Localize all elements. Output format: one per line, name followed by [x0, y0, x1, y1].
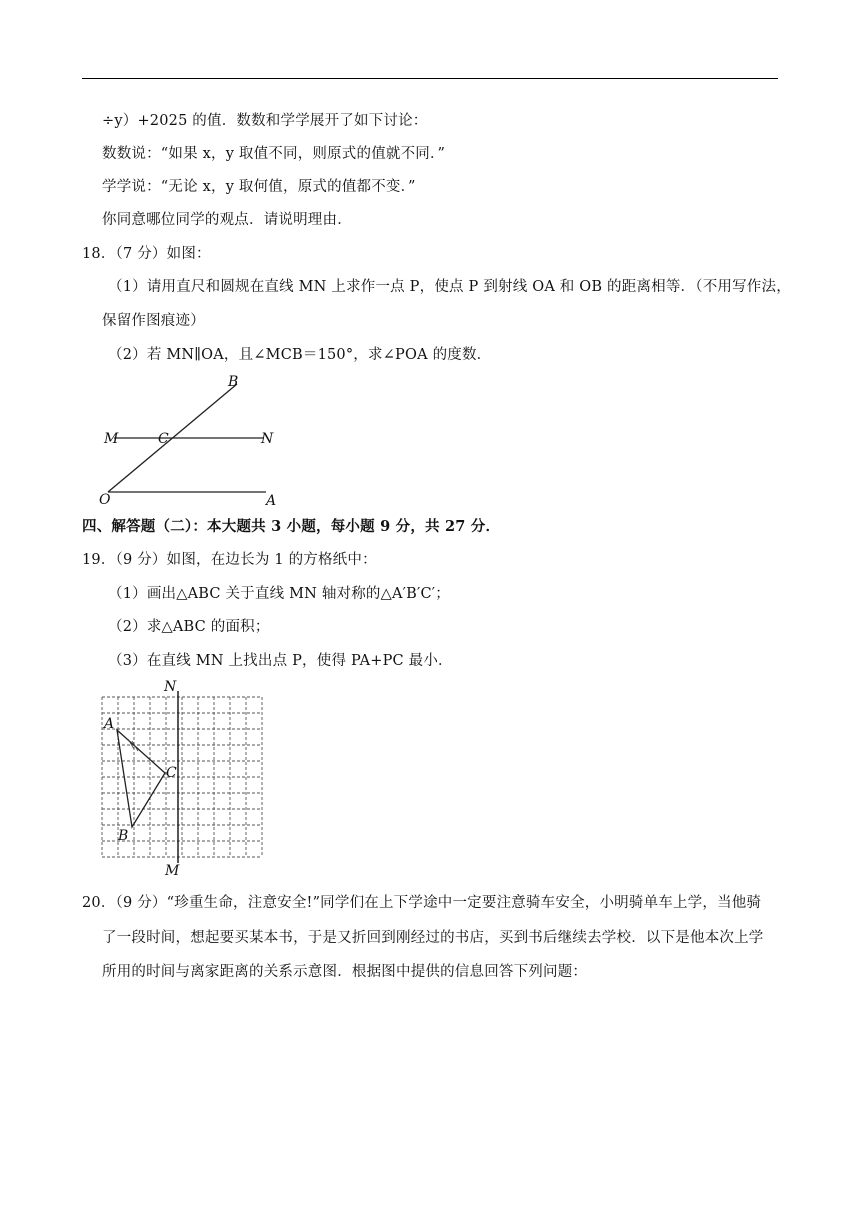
header-rule	[82, 78, 778, 79]
label-m: M	[104, 431, 119, 447]
q18-part1-line2: 保留作图痕迹）	[102, 313, 205, 329]
q19-part1: （1）画出△ABC 关于直线 MN 轴对称的△A′B′C′；	[108, 586, 450, 602]
q20-line3: 所用的时间与离家距离的关系示意图．根据图中提供的信息回答下列问题：	[102, 964, 588, 980]
label-c: C	[158, 431, 169, 447]
section-4-heading: 四、解答题（二）：本大题共 3 小题，每小题 9 分，共 27 分．	[82, 518, 501, 535]
label-c: C	[166, 765, 177, 781]
q19-part2: （2）求△ABC 的面积；	[108, 619, 270, 635]
label-m: M	[165, 863, 180, 877]
q19-grid-figure	[98, 677, 268, 877]
label-n: N	[164, 679, 177, 695]
q18-part2: （2）若 MN∥OA，且∠MCB＝150°，求∠POA 的度数．	[108, 347, 492, 363]
label-n: N	[261, 431, 274, 447]
tick-mark-ab-2	[132, 741, 138, 751]
shushu-statement: 数数说：“如果 x，y 取值不同，则原式的值就不同．”	[102, 146, 446, 162]
label-b: B	[228, 374, 239, 390]
q18-figure	[96, 368, 286, 508]
q19-header: 19．（9 分）如图，在边长为 1 的方格纸中：	[82, 552, 377, 568]
q20-line2: 了一段时间，想起要买某本书，于是又折回到刚经过的书店，买到书后继续去学校．以下是他本次上学	[102, 930, 764, 946]
label-b: B	[118, 828, 129, 844]
xuexue-statement: 学学说：“无论 x，y 取何值，原式的值都不变．”	[102, 179, 416, 195]
label-a: A	[104, 716, 115, 732]
q20-line1: 20．（9 分）“珍重生命，注意安全!”同学们在上下学途中一定要注意骑车安全，小明骑单车上学，当他骑	[82, 895, 762, 911]
label-o: O	[99, 492, 111, 508]
label-a: A	[266, 493, 277, 508]
q19-part3: （3）在直线 MN 上找出点 P，使得 PA+PC 最小．	[108, 653, 453, 669]
prev-question-prompt: 你同意哪位同学的观点．请说明理由．	[102, 212, 352, 228]
q18-part1-line1: （1）请用直尺和圆规在直线 MN 上求作一点 P，使点 P 到射线 OA 和 OB 的距离相等．（不用写作法，	[108, 279, 791, 295]
triangle-abc	[117, 730, 165, 827]
q18-header: 18．（7 分）如图：	[82, 246, 211, 262]
prev-question-line: ÷y）+2025 的值．数数和学学展开了如下讨论：	[102, 113, 428, 129]
